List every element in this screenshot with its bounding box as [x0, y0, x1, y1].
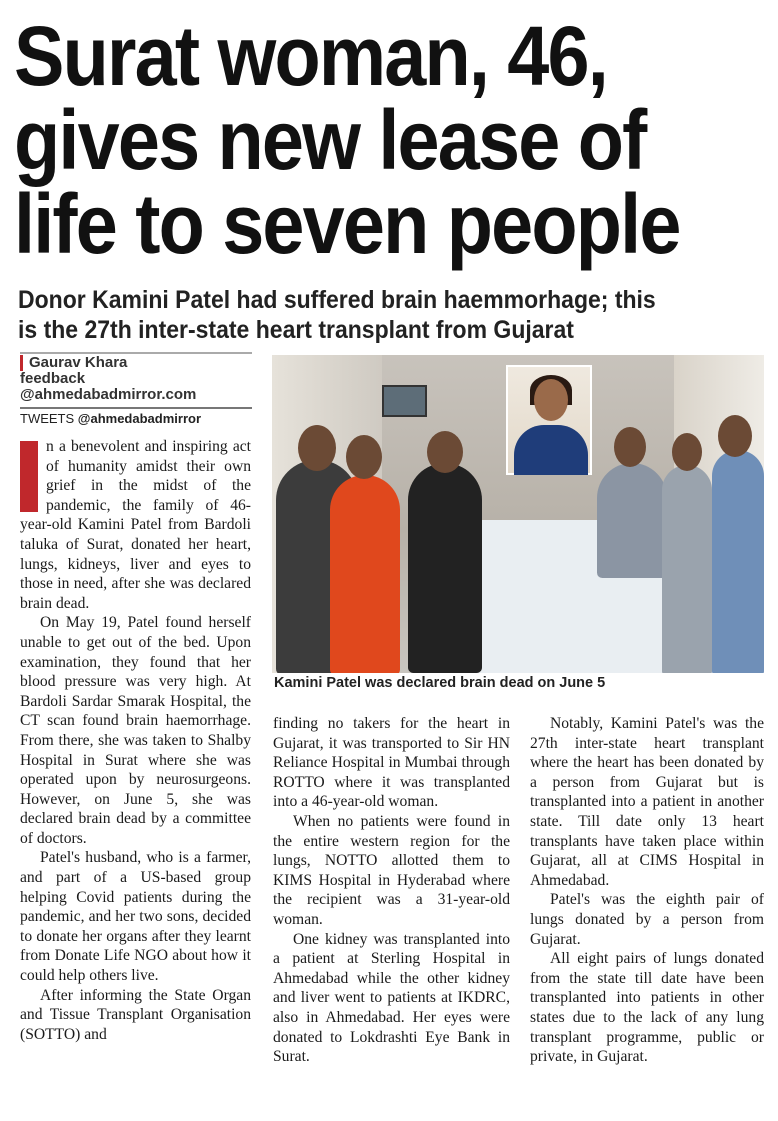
paragraph: On May 19, Patel found herself unable to get out of the bed. Upon examination, they found that her blood pressure was very high. At Bardoli Sardar Smarak Hospital, the CT scan found brain haemorrhage. From there, she was taken to Shalby Hospital in Surat where she was operated upon by neurosurgeons. However, on June 5, she was declared brain dead by a committee of doctors. — [20, 614, 251, 847]
feedback-email[interactable]: @ahmedabadmirror.com — [20, 386, 197, 403]
article-column-2 — [273, 714, 510, 1067]
hospital-photo — [272, 355, 764, 673]
paragraph: finding no takers for the heart in Gujarat, it was transported to Sir HN Reliance Hospital in Mumbai through ROTTO where it was transplanted into a 46-year-old woman. — [273, 715, 510, 811]
byline-rule — [20, 352, 252, 354]
donor-portrait — [506, 365, 592, 475]
paragraph: After informing the State Organ and Tissue Transplant Organisation (SOTTO) and — [20, 986, 251, 1043]
headline-line: life to seven people — [14, 177, 680, 271]
headline-line: gives new lease of — [14, 93, 646, 187]
subheadline-line: Donor Kamini Patel had suffered brain haemmorhage; this — [18, 286, 656, 314]
feedback-label: feedback — [20, 370, 86, 387]
byline-rule — [20, 407, 252, 409]
subheadline — [18, 285, 717, 345]
monitor-icon — [382, 385, 427, 417]
paragraph: Patel's husband, who is a farmer, and part of a US-based group helping Covid patients during the pandemic, and her two sons, decided to donate her organs after they learnt from Donate Life NGO about how it could help others live. — [20, 849, 251, 985]
paragraph: All eight pairs of lungs donated from the state till date have been transplanted into patients in other states due to the lack of any lung transplant programme, public or private, in Gujarat. — [530, 950, 764, 1066]
paragraph: One kidney was transplanted into a patient at Sterling Hospital in Ahmedabad while the other kidney and liver went to patients at IKDRC, also in Ahmedabad. Her eyes were donated to Lokdrashti Eye Bank in Surat. — [273, 930, 510, 1066]
paragraph: Notably, Kamini Patel's was the 27th inter-state heart transplant where the heart has been donated by a person from Gujarat but is transplanted into a patient in another state. Till date only 13 heart transplants have taken place within Gujarat, all at CIMS Hospital in Ahmedabad. — [530, 715, 764, 889]
photo-caption: Kamini Patel was declared brain dead on June 5 — [274, 675, 606, 691]
paragraph: Patel's was the eighth pair of lungs donated by a person from Gujarat. — [530, 891, 764, 948]
headline-line: Surat woman, 46, — [14, 9, 607, 103]
author-name: Gaurav Khara — [20, 355, 252, 371]
twitter-handle[interactable]: @ahmedabadmirror — [77, 411, 202, 426]
drop-cap — [20, 441, 38, 512]
byline — [20, 352, 252, 427]
headline — [14, 9, 698, 271]
tweets-label: TWEETS — [20, 411, 75, 426]
article-column-1 — [20, 437, 251, 1044]
article-column-3 — [530, 714, 764, 1067]
paragraph: When no patients were found in the entire western region for the lungs, NOTTO allotted them to KIMS Hospital in Hyderabad where the recipient was a 31-year-old woman. — [273, 812, 510, 928]
tweets-line — [20, 411, 252, 427]
subheadline-line: is the 27th inter-state heart transplant from Gujarat — [18, 316, 574, 344]
paragraph: n a benevolent and inspiring act of humanity amidst their own grief in the midst of the pandemic, the family of 46-year-old Kamini Patel from Bardoli taluka of Surat, donated her heart, lungs, kidneys, liver and eyes to those in need, after she was declared brain dead. — [20, 438, 251, 612]
